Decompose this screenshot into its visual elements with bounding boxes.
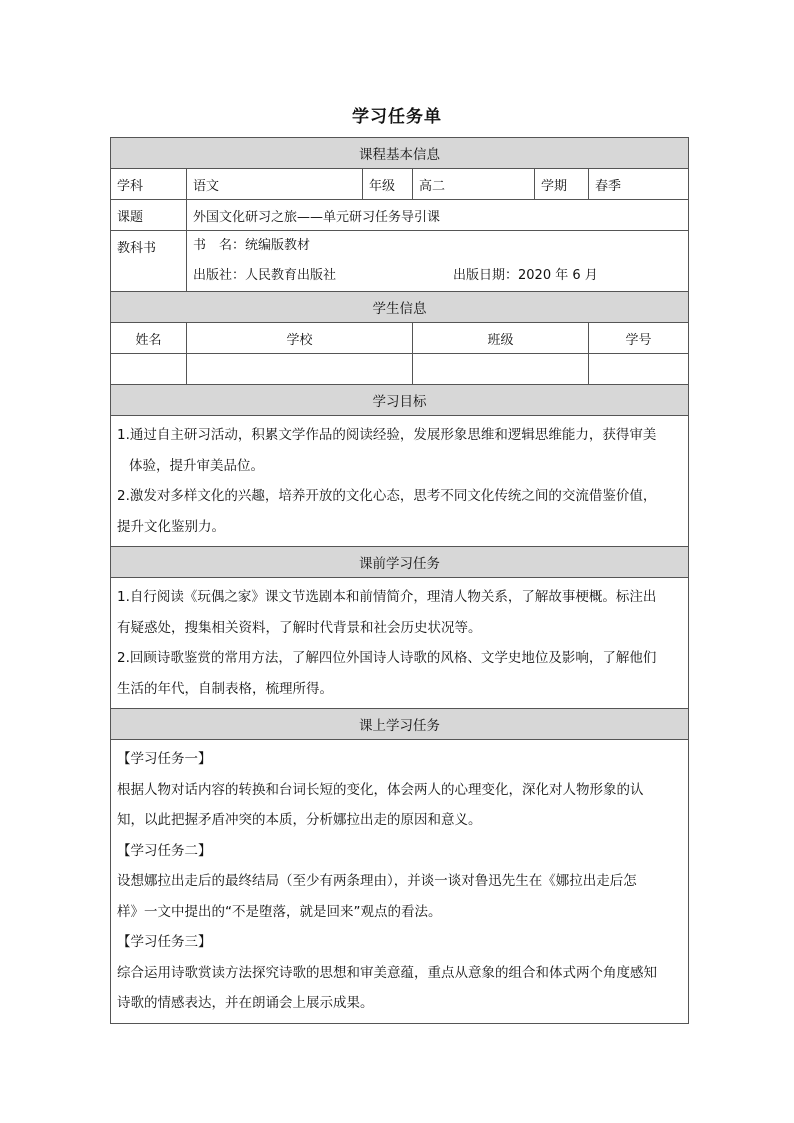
student-col-class: 班级: [413, 323, 589, 354]
task-heading: 【学习任务三】: [117, 934, 212, 950]
topic-label: 课题: [111, 200, 187, 231]
student-school-field[interactable]: [187, 354, 413, 385]
publisher: 出版社：人民教育出版社: [193, 268, 337, 283]
pre-class-row: [111, 578, 689, 709]
subject-label: 学科: [111, 169, 187, 200]
task-sheet: [110, 137, 688, 1024]
objectives-row: [111, 416, 689, 547]
objectives-header: 学习目标: [111, 385, 689, 416]
pre-class-line: 有疑惑处，搜集相关资料，了解时代背景和社会历史状况等。: [117, 619, 482, 636]
objectives-content: [111, 416, 689, 547]
page-title: 学习任务单: [352, 107, 442, 127]
task-line: 诗歌的情感表达，并在朗诵会上展示成果。: [117, 995, 374, 1011]
subject-value: 语文: [187, 169, 363, 200]
in-class-row: [111, 740, 689, 1024]
pre-class-header: 课前学习任务: [111, 547, 689, 578]
student-id-field[interactable]: [589, 354, 689, 385]
student-col-id: 学号: [589, 323, 689, 354]
in-class-header: 课上学习任务: [111, 709, 689, 740]
term-value: 春季: [589, 169, 689, 200]
student-class-field[interactable]: [413, 354, 589, 385]
term-label: 学期: [535, 169, 589, 200]
student-name-field[interactable]: [111, 354, 187, 385]
task-heading: 【学习任务一】: [117, 751, 212, 767]
pre-class-content: [111, 578, 689, 709]
textbook-row: [111, 231, 689, 292]
task-line: 知，以此把握矛盾冲突的本质，分析娜拉出走的原因和意义。: [117, 812, 482, 828]
pre-class-line: 1.自行阅读《玩偶之家》课文节选剧本和前情简介，理清人物关系，了解故事梗概。标注出: [117, 589, 657, 605]
publish-date: 出版日期：2020 年 6 月: [453, 268, 598, 283]
student-col-name: 姓名: [111, 323, 187, 354]
student-entry-row: [111, 354, 689, 385]
grade-value: 高二: [413, 169, 535, 200]
objective-line: 体验，提升审美品位。: [129, 457, 264, 474]
task-line: 综合运用诗歌赏读方法探究诗歌的思想和审美意蕴，重点从意象的组合和体式两个角度感知: [117, 964, 657, 981]
task-heading: 【学习任务二】: [117, 842, 212, 859]
course-info-header: 课程基本信息: [111, 138, 689, 169]
in-class-content: [111, 740, 689, 1024]
task-line: 设想娜拉出走后的最终结局（至少有两条理由），并谈一谈对鲁迅先生在《娜拉出走后怎: [117, 873, 637, 889]
book-name: 书 名：统编版教材: [193, 238, 311, 253]
grade-label: 年级: [363, 169, 413, 200]
pre-class-line: 2.回顾诗歌鉴赏的常用方法，了解四位外国诗人诗歌的风格、文学史地位及影响，了解他们: [117, 650, 657, 666]
topic-value: 外国文化研习之旅——单元研习任务导引课: [187, 200, 689, 231]
student-col-school: 学校: [187, 323, 413, 354]
topic-row: [111, 200, 689, 231]
student-columns-row: [111, 323, 689, 354]
pre-class-line: 生活的年代，自制表格，梳理所得。: [117, 680, 333, 697]
task-line: 根据人物对话内容的转换和台词长短的变化，体会两人的心理变化，深化对人物形象的认: [117, 781, 644, 798]
student-info-header: 学生信息: [111, 292, 689, 323]
task-table: [110, 137, 689, 1024]
task-line: 样》一文中提出的“不是堕落，就是回来”观点的看法。: [117, 903, 442, 920]
objective-line: 2.激发对多样文化的兴趣，培养开放的文化心态，思考不同文化传统之间的交流借鉴价值，: [117, 488, 657, 504]
course-info-row: [111, 169, 689, 200]
textbook-label: 教科书: [111, 231, 187, 292]
objective-line: 提升文化鉴别力。: [117, 518, 225, 535]
objective-line: 1.通过自主研习活动，积累文学作品的阅读经验，发展形象思维和逻辑思维能力，获得审美: [117, 427, 657, 443]
